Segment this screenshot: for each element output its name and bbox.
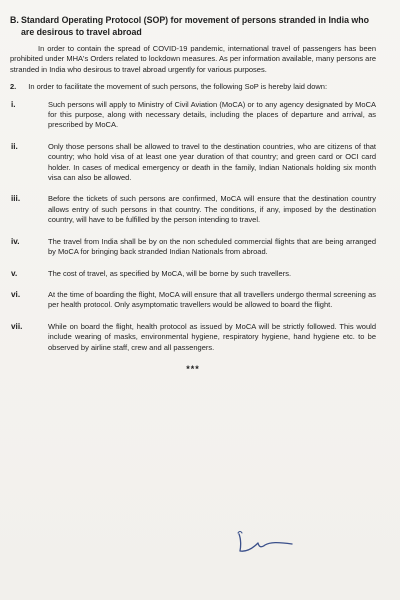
intro-paragraph xyxy=(10,44,376,75)
paragraph-2-text: In order to facilitate the movement of such persons, the following SoP is hereby laid down: xyxy=(28,82,328,92)
item-text: Such persons will apply to Ministry of Civil Aviation (MoCA) or to any agency designated by MoCA for this purpose, along with necessary details, including the places of departure and arrival, as prescribed by MoCA. xyxy=(48,99,376,130)
sop-item-iv xyxy=(10,237,376,258)
sop-item-v xyxy=(10,269,376,279)
item-numeral: iv. xyxy=(11,236,20,246)
end-marker: *** xyxy=(186,363,200,374)
item-text: Before the tickets of such persons are confirmed, MoCA will ensure that the destination country allows entry of such persons in that country. The conditions, if any, imposed by the destination country, will have to be fulfilled by the person intending to travel. xyxy=(48,194,376,225)
item-numeral: vi. xyxy=(11,289,21,299)
sop-item-ii xyxy=(10,142,376,184)
section-title: Standard Operating Protocol (SOP) for movement of persons stranded in India who are desirous to travel abroad xyxy=(21,15,370,37)
paragraph-2 xyxy=(10,82,376,92)
item-text: The travel from India shall be by on the non scheduled commercial flights that are being arranged by MoCA for bringing back stranded Indian Nationals from abroad. xyxy=(48,236,376,257)
item-numeral: i. xyxy=(11,99,16,109)
signature-image xyxy=(236,530,294,555)
section-letter: B. xyxy=(10,15,19,25)
item-text: While on board the flight, health protocol as issued by MoCA will be strictly followed. This would include wearing of masks, environmental hygiene, respiratory hygiene, hand hygiene etc. to be observed by airline staff, crew and all passengers. xyxy=(48,321,376,352)
paragraph-2-number: 2. xyxy=(10,82,17,92)
sop-item-iii xyxy=(10,194,376,225)
item-numeral: vii. xyxy=(11,321,23,331)
item-numeral: v. xyxy=(11,268,18,278)
intro-text: In order to contain the spread of COVID-19 pandemic, international travel of passengers has been prohibited under MHA's Orders related to lockdown measures. As per information available, many persons are stranded in India who desirous to travel abroad urgently for various purposes. xyxy=(10,44,376,74)
item-text: At the time of boarding the flight, MoCA will ensure that all travellers undergo thermal screening as per health protocol. Only asymptomatic travellers would be allowed to board the flight. xyxy=(48,289,376,310)
section-heading xyxy=(10,14,376,38)
item-text: The cost of travel, as specified by MoCA, will be borne by such travellers. xyxy=(48,268,292,278)
sop-item-i xyxy=(10,100,376,131)
sop-item-vi xyxy=(10,290,376,311)
item-numeral: iii. xyxy=(11,194,21,204)
item-numeral: ii. xyxy=(11,141,18,151)
sop-item-vii xyxy=(10,322,376,353)
item-text: Only those persons shall be allowed to travel to the destination countries, who are citizens of that country; who hold visa of at least one year duration of that country; and green card or OCI card holder. In cases of medical emergency or death in the family, Indian Nationals holding six month visa can also be allowed. xyxy=(48,141,376,183)
